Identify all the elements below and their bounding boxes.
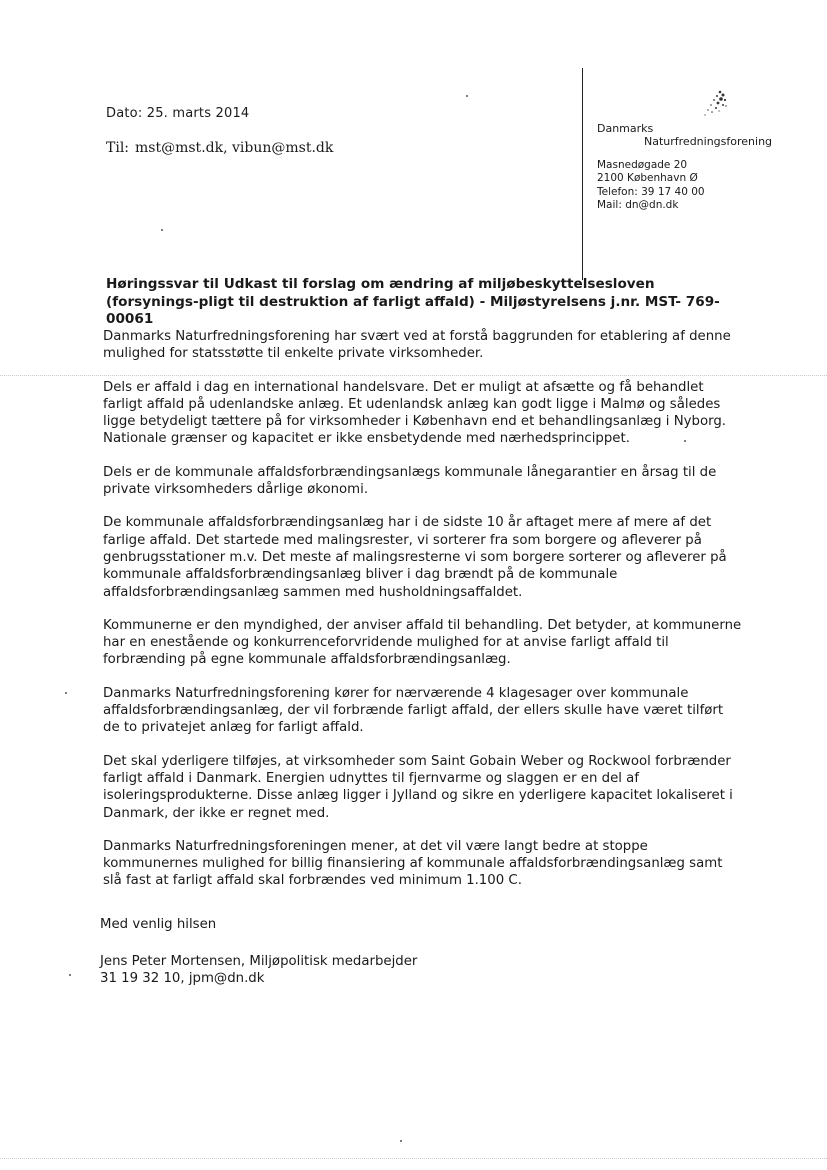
dn-logo-icon: [698, 86, 732, 120]
address-city: 2100 København Ø: [597, 172, 698, 185]
scan-speck: [65, 692, 67, 694]
body-paragraph: Det skal yderligere tilføjes, at virksomheder som Saint Gobain Weber og Rockwool forbrænder farligt affald i Danmark. Energien udnyttes til fjernvarme og slaggen er en del af isoleringsprodukterne. Disse anlæg ligger i Jylland og sikre en yderligere kapacitet lokaliseret i Danmark, der ikke er regnet med.: [103, 753, 733, 821]
recipient-emails: mst@mst.dk, vibun@mst.dk: [135, 140, 334, 156]
scan-speck: [69, 974, 71, 976]
org-name-line2: Naturfredningsforening: [644, 135, 773, 148]
signature-block: [100, 953, 417, 987]
scan-artifact-line: [0, 375, 827, 376]
body-paragraph: Danmarks Naturfredningsforening har svært ved at forstå baggrunden for etablering af denne mulighed for statsstøtte til enkelte private virksomheder.: [103, 329, 731, 362]
address-phone: Telefon: 39 17 40 00: [597, 185, 705, 198]
closing-greeting: Med venlig hilsen: [100, 917, 217, 932]
scan-speck: [684, 440, 686, 442]
recipient-label: Til:: [106, 140, 130, 156]
signature-name: Jens Peter Mortensen, Miljøpolitisk medarbejder: [100, 954, 418, 969]
org-name-line1: Danmarks: [597, 122, 654, 135]
scan-speck: [466, 95, 468, 97]
body-paragraph: Kommunerne er den myndighed, der anviser affald til behandling. Det betyder, at kommunerne har en enestående og konkurrenceforvridende mulighed for at anvise farligt affald til forbrænding på egne kommunale affaldsforbrændingsanlæg.: [103, 617, 742, 668]
body-paragraph: Danmarks Naturfredningsforeningen mener, at det vil være langt bedre at stoppe kommunernes mulighed for billig finansiering af kommunale affaldsforbrændingsanlæg samt slå fast at farligt affald skal forbrændes ved minimum 1.100 C.: [103, 838, 723, 889]
recipient-line: [106, 140, 333, 156]
letter-body: [103, 328, 743, 906]
scan-speck: [161, 229, 163, 231]
letter-date: Dato: 25. marts 2014: [106, 106, 250, 121]
sender-address: [597, 159, 705, 212]
address-street: Masnedøgade 20: [597, 159, 688, 171]
body-paragraph: De kommunale affaldsforbrændingsanlæg har i de sidste 10 år aftaget mere af mere af det farlige affald. Det startede med malingsrester, vi sorterer fra som borgere og afleverer på genbrugsstationer m.v. Det meste af malingsresterne vi som borgere sorterer og afleverer på kommunale affaldsforbrændingsanlæg bliver i dag brændt på de kommunale affaldsforbrændingsanlæg sammen med husholdningsaffaldet.: [103, 515, 727, 600]
address-mail: Mail: dn@dn.dk: [597, 198, 679, 211]
letter-title: Høringssvar til Udkast til forslag om ændring af miljøbeskyttelsesloven (forsynings-pligt til destruktion af farligt affald) - Miljøstyrelsens j.nr. MST- 769-00061: [106, 276, 720, 327]
header-divider: [582, 68, 583, 280]
body-paragraph: Dels er de kommunale affaldsforbrændingsanlægs kommunale lånegarantier en årsag til de private virksomheders dårlige økonomi.: [103, 464, 717, 498]
scan-speck: [400, 1140, 402, 1142]
signature-contact: 31 19 32 10, jpm@dn.dk: [100, 971, 265, 986]
body-paragraph: Dels er affald i dag en international handelsvare. Det er muligt at afsætte og få behandlet farligt affald på udenlandske anlæg. Et udenlandsk anlæg kan godt ligge i Malmø og således ligge betydeligt tættere på for virksomheder i København end et behandlingsanlæg i Nyborg. Nationale grænser og kapacitet er ikke ensbetydende med nærhedsprincippet.: [103, 379, 726, 447]
scan-artifact-line: [0, 1158, 827, 1159]
body-paragraph: Danmarks Naturfredningsforening kører for nærværende 4 klagesager over kommunale affaldsforbrændingsanlæg, der vil forbrænde farligt affald, der ellers skulle have været tilført de to privatejet anlæg for farligt affald.: [103, 685, 724, 736]
